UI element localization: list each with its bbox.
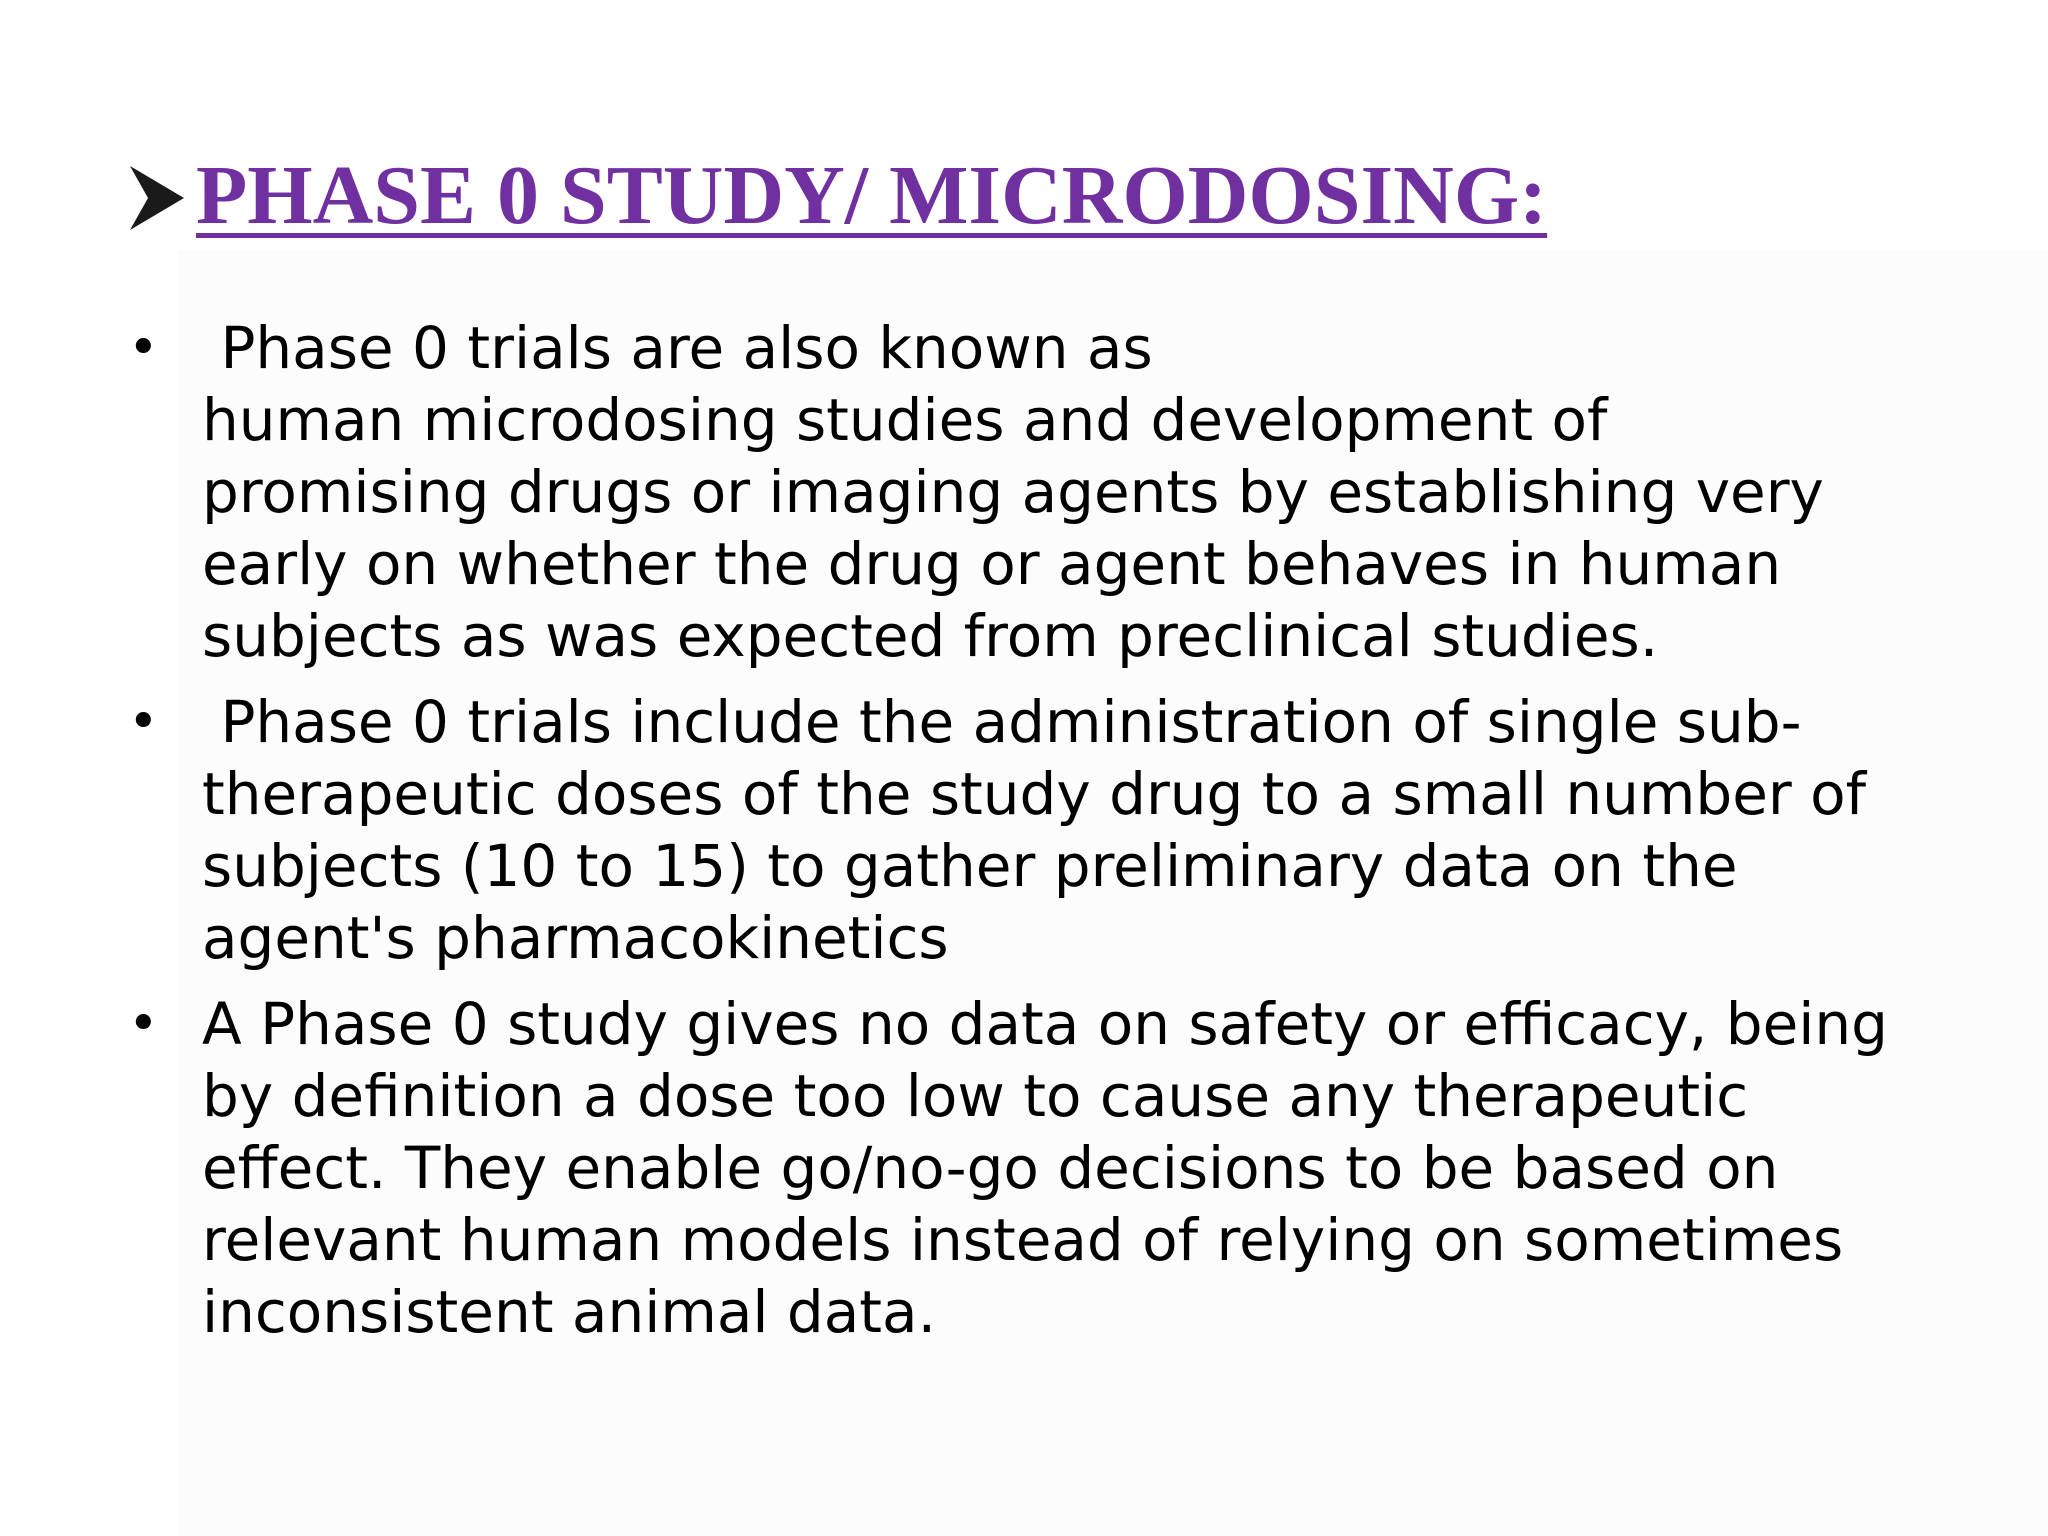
bullet-dot-icon: • — [128, 994, 159, 1054]
bullet-item — [120, 686, 1960, 974]
bullet-item — [120, 312, 1960, 672]
slide-title: PHASE 0 STUDY/ MICRODOSING: — [196, 149, 1548, 242]
bullet-dot-icon: • — [128, 692, 159, 752]
bullet-list — [120, 312, 1960, 1362]
bullet-dot-icon: • — [128, 318, 159, 378]
arrowhead-bullet-icon — [126, 158, 188, 238]
bullet-text: Phase 0 trials include the administration of single sub- therapeutic doses of the study drug to a small number of subjects (10 to 15) to gather preliminary data on the agent's pharmacokinetics — [202, 688, 1867, 972]
slide-title-row — [126, 150, 1547, 242]
bullet-text: A Phase 0 study gives no data on safety or efficacy, being by definition a dose too low to cause any therapeutic effect. They enable go/no-go decisions to be based on relevant human models instead of relying on sometimes inconsistent animal data. — [202, 990, 1888, 1346]
bullet-item — [120, 988, 1960, 1348]
bullet-text: Phase 0 trials are also known as human microdosing studies and development of promising drugs or imaging agents by establishing very early on whether the drug or agent behaves in human subjects as was expected from preclinical studies. — [202, 314, 1824, 670]
